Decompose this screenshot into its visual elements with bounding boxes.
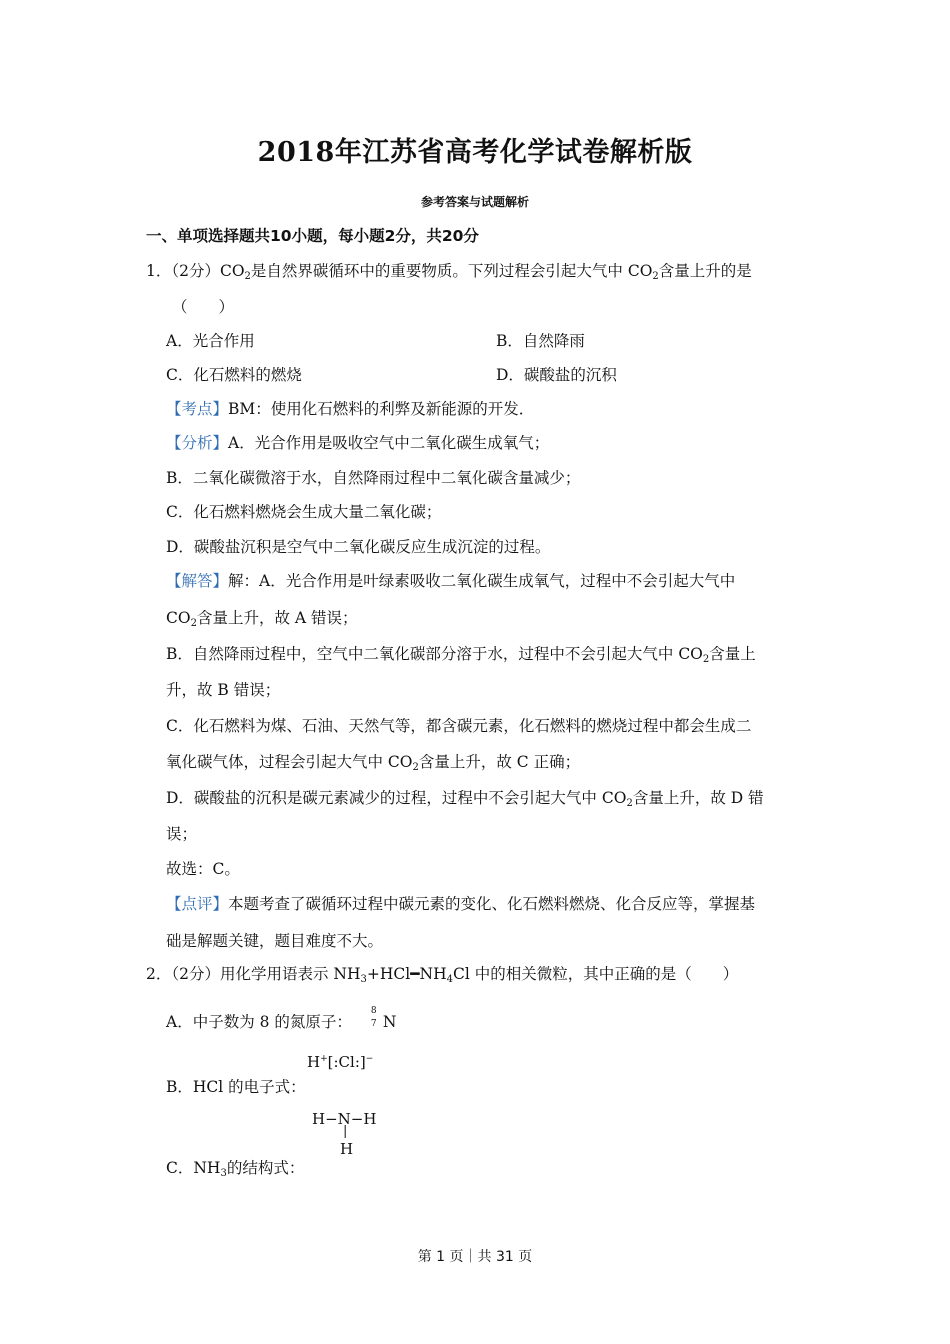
section-heading: 一、单项选择题共10小题，每小题2分，共20分: [146, 227, 479, 245]
q1-kaodian: 【考点】BM：使用化石燃料的利弊及新能源的开发．: [166, 400, 535, 418]
jieda-tag: 【解答】: [166, 572, 229, 590]
q1-jieda-c2: 氧化碳气体，过程会引起大气中 $CO_2$含量上升，故 C 正确；: [166, 753, 581, 773]
fenxi-tag: 【分析】: [166, 434, 229, 452]
q2-option-c: C．$NH_3$的结构式：: [166, 1159, 305, 1179]
q2-option-b: B．HCl 的电子式：: [166, 1078, 306, 1096]
page-subtitle: 参考答案与试题解析: [420, 195, 529, 209]
q1-dianping: 【点评】本题考查了碳循环过程中碳元素的变化、化石燃料燃烧、化合反应等，掌握基: [166, 895, 756, 913]
q1-jieda-d2: 误；: [166, 825, 198, 843]
q1-jieda-b1: B．自然降雨过程中，空气中二氧化碳部分溶于水，过程中不会引起大气中 $CO_2$含量上: [166, 645, 756, 665]
kaodian-tag: 【考点】: [166, 400, 229, 418]
q1-option-d: D．碳酸盐的沉积: [496, 366, 617, 384]
q1-fenxi-c: C．化石燃料燃烧会生成大量二氧化碳；: [166, 503, 442, 521]
q1-option-b: B．自然降雨: [496, 332, 585, 350]
dianping-tag: 【点评】: [166, 895, 229, 913]
q2-option-a: A．中子数为 8 的氮原子： 8 7 N: [166, 1006, 397, 1031]
nuclide-notation: 8 7: [370, 1006, 377, 1029]
q1-guxuan: 故选：C。: [166, 860, 240, 878]
q2-stem: 2．（2分）用化学用语表示 $NH_3+HCl━NH_4Cl$ 中的相关微粒，其中正确的是（ ）: [146, 965, 739, 985]
hcl-electron-formula: H+[:Cl:]−: [307, 1053, 374, 1071]
q1-jieda: 【解答】解：A．光合作用是叶绿素吸收二氧化碳生成氧气，过程中不会引起大气中: [166, 572, 736, 590]
q1-fenxi: 【分析】A．光合作用是吸收空气中二氧化碳生成氧气；: [166, 434, 550, 452]
q1-option-a: A．光合作用: [166, 332, 255, 350]
q1-answer-blank: （ ）: [172, 298, 235, 316]
page-title: 2018年江苏省高考化学试卷解析版: [257, 137, 693, 168]
q1-jieda-c1: C．化石燃料为煤、石油、天然气等，都含碳元素，化石燃料的燃烧过程中都会生成二: [166, 717, 752, 735]
q1-jieda-a2: $CO_2$含量上升，故 A 错误；: [166, 609, 358, 629]
q1-jieda-d1: D．碳酸盐的沉积是碳元素减少的过程，过程中不会引起大气中 $CO_2$含量上升，故 D 错: [166, 789, 764, 809]
q1-stem: 1．（2分）$CO_2$是自然界碳循环中的重要物质。下列过程会引起大气中 $CO_2$含量上升的是: [146, 262, 752, 282]
q1-jieda-b2: 升，故 B 错误；: [166, 681, 281, 699]
page-footer: 第 1 页｜共 31 页: [417, 1249, 533, 1265]
q1-fenxi-d: D．碳酸盐沉积是空气中二氧化碳反应生成沉淀的过程。: [166, 538, 551, 556]
q1-fenxi-b: B．二氧化碳微溶于水，自然降雨过程中二氧化碳含量减少；: [166, 469, 581, 487]
q1-dianping-2: 础是解题关键，题目难度不大。: [166, 932, 384, 950]
q1-option-c: C．化石燃料的燃烧: [166, 366, 302, 384]
nh3-structural-formula: H−N−H | H: [312, 1110, 377, 1158]
